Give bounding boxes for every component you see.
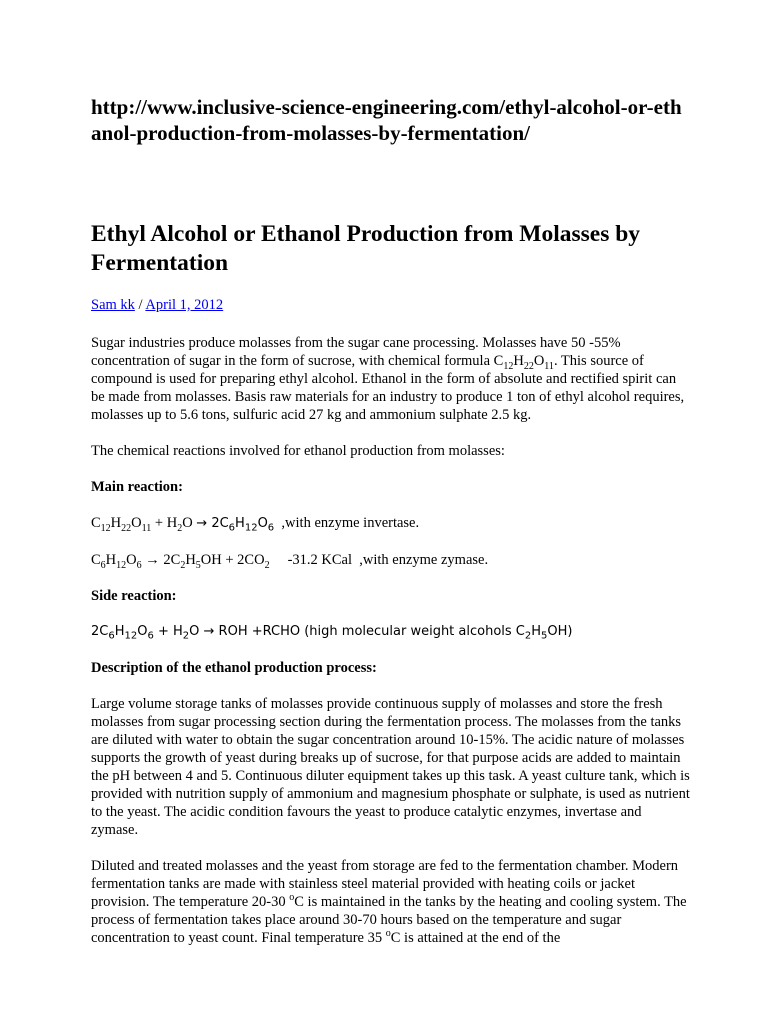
document-page [91, 94, 691, 947]
date-link[interactable]: April 1, 2012 [145, 297, 224, 313]
equation-hydrolysis: $C_{12}H_{22}O_{11} + H_2O \to 2C_6H_{12}O_6$ ,with enzyme invertase. [91, 515, 420, 534]
equation-side-reaction: $2C_6H_{12}O_6 + H_2O$ → ROH +RCHO (high molecular weight alcohols $C_2H_5OH$) [91, 624, 573, 642]
description-paragraph-1: Large volume storage tanks of molasses provide continuous supply of molasses and store the fresh molasses from sugar processing section during the fermentation process. The molasses from the tanks are diluted with water to obtain the sugar concentration around 10-15%. The acidic nature of molasses supports the growth of yeast during breaks up of sucrose, for that purpose acids are added to maintain the pH between 4 and 5. Continuous diluter equipment takes up this task. A yeast culture tank, which is provided with nutrition supply of ammonium and magnesium phosphate or sulphate, is used as nutrient to the yeast. The acidic condition favours the yeast to produce catalytic enzymes, invertase and zymase. [91, 696, 690, 838]
chemical-reactions-intro: The chemical reactions involved for ethanol production from molasses: [91, 443, 505, 459]
equation-fermentation: $C_6H_{12}O_6 \to 2C_2H_5OH + 2CO_2$ -31.2 KCal ,with enzyme zymase. [91, 552, 489, 571]
main-reaction-heading: Main reaction: [91, 479, 183, 495]
intro-paragraph: Sugar industries produce molasses from the sugar cane processing. Molasses have 50 -55% concentration of sugar in the form of sucrose, with chemical formula $C_{12}H_{22}O_{11}$. This source of compound is used for preparing ethyl alcohol. Ethanol in the form of absolute and rectified spirit can be made from molasses. Basis raw materials for an industry to produce 1 ton of ethyl alcohol requires, molasses up to 5.6 tons, sulfuric acid 27 kg and ammonium sulphate 2.5 kg. [91, 335, 685, 423]
source-url-heading: http://www.inclusive-science-engineering.com/ethyl-alcohol-or-ethanol-production-from-molasses-by-fermentation/ [91, 95, 682, 145]
author-link[interactable]: Sam kk [91, 297, 135, 313]
byline [91, 296, 691, 314]
article-title: Ethyl Alcohol or Ethanol Production from Molasses by Fermentation [91, 221, 641, 276]
description-paragraph-2: Diluted and treated molasses and the yeast from storage are fed to the fermentation chamber. Modern fermentation tanks are made with stainless steel material provided with heating coils or jacket provision. The temperature 20-30 $^o$C is maintained in the tanks by the heating and cooling system. The process of fermentation takes place around 30-70 hours based on the temperature and sugar concentration to yeast count. Final temperature 35 $^o$C is attained at the end of the [91, 858, 687, 946]
byline-separator: / [134, 297, 146, 313]
description-heading: Description of the ethanol production process: [91, 660, 377, 676]
side-reaction-heading: Side reaction: [91, 588, 177, 604]
